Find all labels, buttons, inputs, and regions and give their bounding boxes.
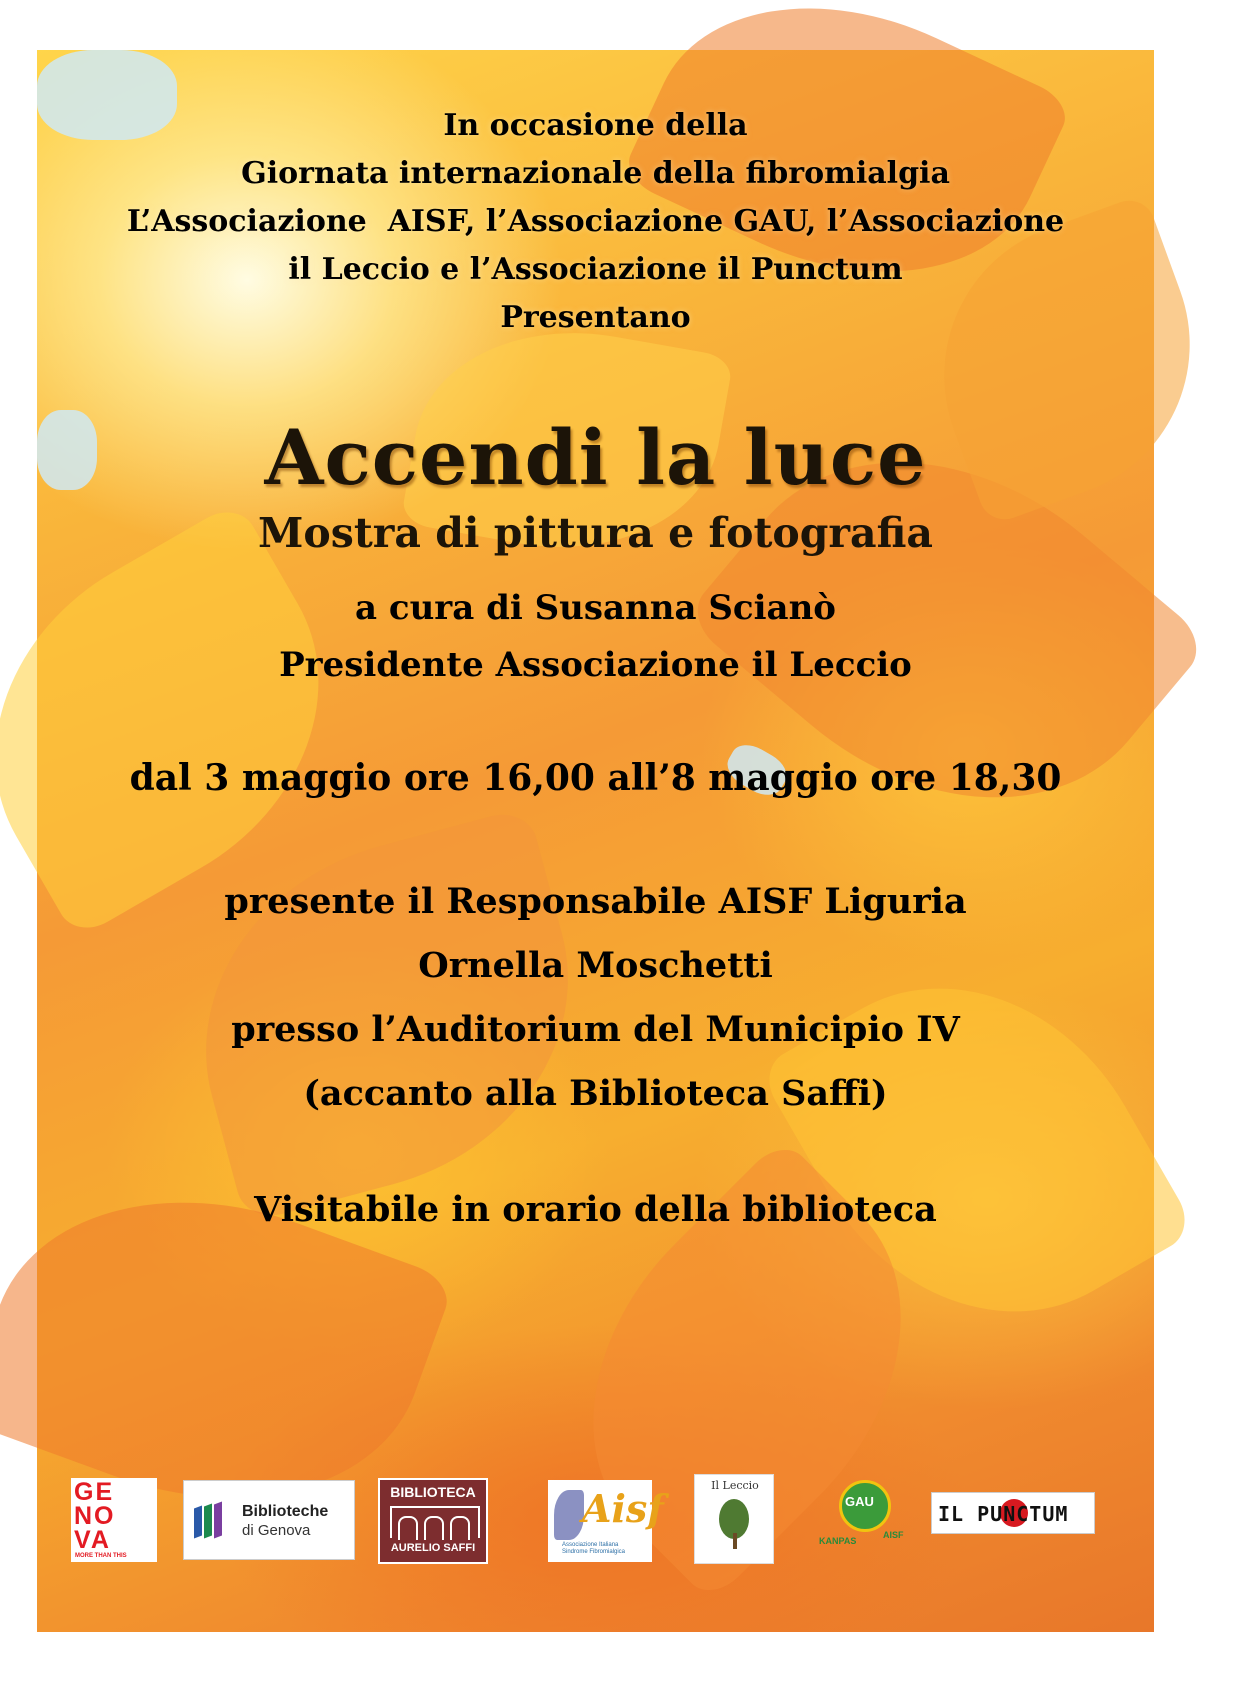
event-subtitle: Mostra di pittura e fotografia xyxy=(258,509,933,557)
intro-line-5: Presentano xyxy=(500,300,691,335)
books-icon xyxy=(194,1501,234,1541)
intro-block xyxy=(37,102,1154,342)
curator-line-1: a cura di Susanna Scianò xyxy=(355,588,836,628)
curator-line-2: Presidente Associazione il Leccio xyxy=(279,645,912,685)
details-line-4: (accanto alla Biblioteca Saffi) xyxy=(303,1073,888,1114)
intro-line-3: L’Associazione AISF, l’Associazione GAU, l’Associazione xyxy=(126,204,1065,239)
biblioteche-genova-logo: Biblioteche di Genova xyxy=(183,1480,355,1560)
intro-line-2: Giornata internazionale della fibromialgia xyxy=(241,156,950,191)
intro-line-4: il Leccio e l’Associazione il Punctum xyxy=(288,252,903,287)
gau-logo: GAU KANPAS AISF xyxy=(817,1478,917,1566)
details-line-1: presente il Responsabile AISF Liguria xyxy=(224,881,967,922)
visit-hours: Visitabile in orario della biblioteca xyxy=(254,1189,937,1230)
curator-block xyxy=(37,580,1154,694)
biblioteca-saffi-logo: BIBLIOTECA AURELIO SAFFI xyxy=(378,1478,488,1564)
details-line-3: presso l’Auditorium del Municipio IV xyxy=(231,1009,960,1050)
il-punctum-logo: IL PUNCTUM xyxy=(931,1492,1095,1534)
genova-logo: GE NO VA MORE THAN THIS xyxy=(71,1478,157,1562)
event-title: Accendi la luce xyxy=(264,413,927,502)
il-leccio-logo: Il Leccio xyxy=(694,1474,774,1564)
sponsor-logos xyxy=(37,1480,1154,1580)
event-dates: dal 3 maggio ore 16,00 all’8 maggio ore 18,30 xyxy=(129,757,1062,799)
details-line-2: Ornella Moschetti xyxy=(418,945,773,986)
poster xyxy=(37,50,1154,1632)
intro-line-1: In occasione della xyxy=(443,108,748,143)
wing-icon xyxy=(554,1490,584,1540)
details-block xyxy=(37,870,1154,1126)
aisf-logo: Aisf Associazione Italiana Sindrome Fibromialgica xyxy=(548,1480,652,1562)
arches-icon xyxy=(390,1506,480,1538)
